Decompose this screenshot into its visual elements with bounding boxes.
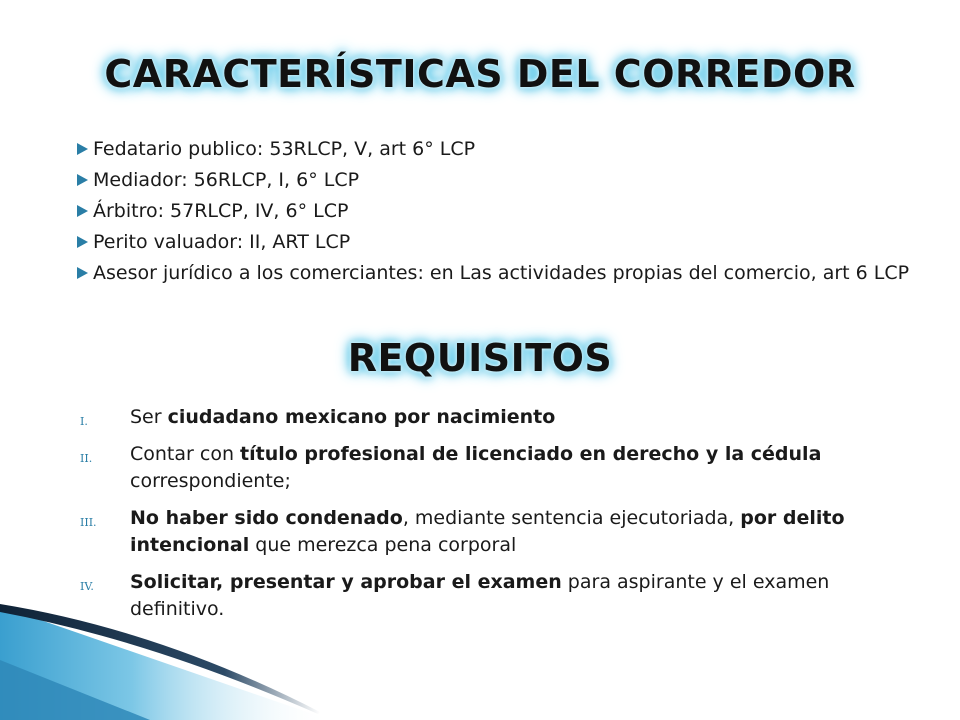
characteristic-text: Mediador: 56RLCP, I, 6° LCP xyxy=(93,169,360,191)
characteristic-text: Perito valuador: II, ART LCP xyxy=(93,231,351,253)
page-title: CARACTERÍSTICAS DEL CORREDOR xyxy=(104,52,856,96)
requirement-item xyxy=(80,404,900,431)
requirement-item xyxy=(80,505,900,559)
arrow-bullet-icon xyxy=(77,143,88,155)
characteristics-list xyxy=(77,134,937,289)
requirement-text-bold: ciudadano mexicano por nacimiento xyxy=(167,406,556,428)
characteristic-item xyxy=(77,196,937,227)
characteristic-item xyxy=(77,258,937,289)
requirement-text: que merezca pena corporal xyxy=(249,534,517,556)
requirement-text-bold: No haber sido condenado xyxy=(130,507,403,529)
arrow-bullet-icon xyxy=(77,267,88,279)
requirement-number: III. xyxy=(80,516,97,529)
characteristic-text: Fedatario publico: 53RLCP, V, art 6° LCP xyxy=(93,138,476,160)
arrow-bullet-icon xyxy=(77,205,88,217)
requirement-text: correspondiente; xyxy=(130,470,291,492)
requirement-number: I. xyxy=(80,415,88,428)
characteristic-text: Asesor jurídico a los comerciantes: en Las actividades propias del comercio, art 6 LCP xyxy=(93,262,910,284)
characteristic-item xyxy=(77,134,937,165)
requirement-text-bold: por delito intencional xyxy=(130,507,845,556)
characteristic-item xyxy=(77,227,937,258)
requirement-text: Ser xyxy=(130,406,168,428)
requirement-number: II. xyxy=(80,452,93,465)
requirements-list xyxy=(80,404,900,633)
arrow-bullet-icon xyxy=(77,236,88,248)
requirement-text: para aspirante y el examen definitivo. xyxy=(130,571,830,620)
requirement-text-bold: Solicitar, presentar y aprobar el examen xyxy=(130,571,562,593)
requirement-item xyxy=(80,441,900,495)
characteristic-text: Árbitro: 57RLCP, IV, 6° LCP xyxy=(93,200,349,222)
section-title: REQUISITOS xyxy=(347,336,613,380)
requirement-text: Contar con xyxy=(130,443,241,465)
requirement-text-bold: título profesional de licenciado en derecho y la cédula xyxy=(240,443,822,465)
characteristic-item xyxy=(77,165,937,196)
requirement-number: IV. xyxy=(80,580,94,593)
decorative-swoosh xyxy=(0,600,960,720)
arrow-bullet-icon xyxy=(77,174,88,186)
requirement-text: , mediante sentencia ejecutoriada, xyxy=(402,507,741,529)
